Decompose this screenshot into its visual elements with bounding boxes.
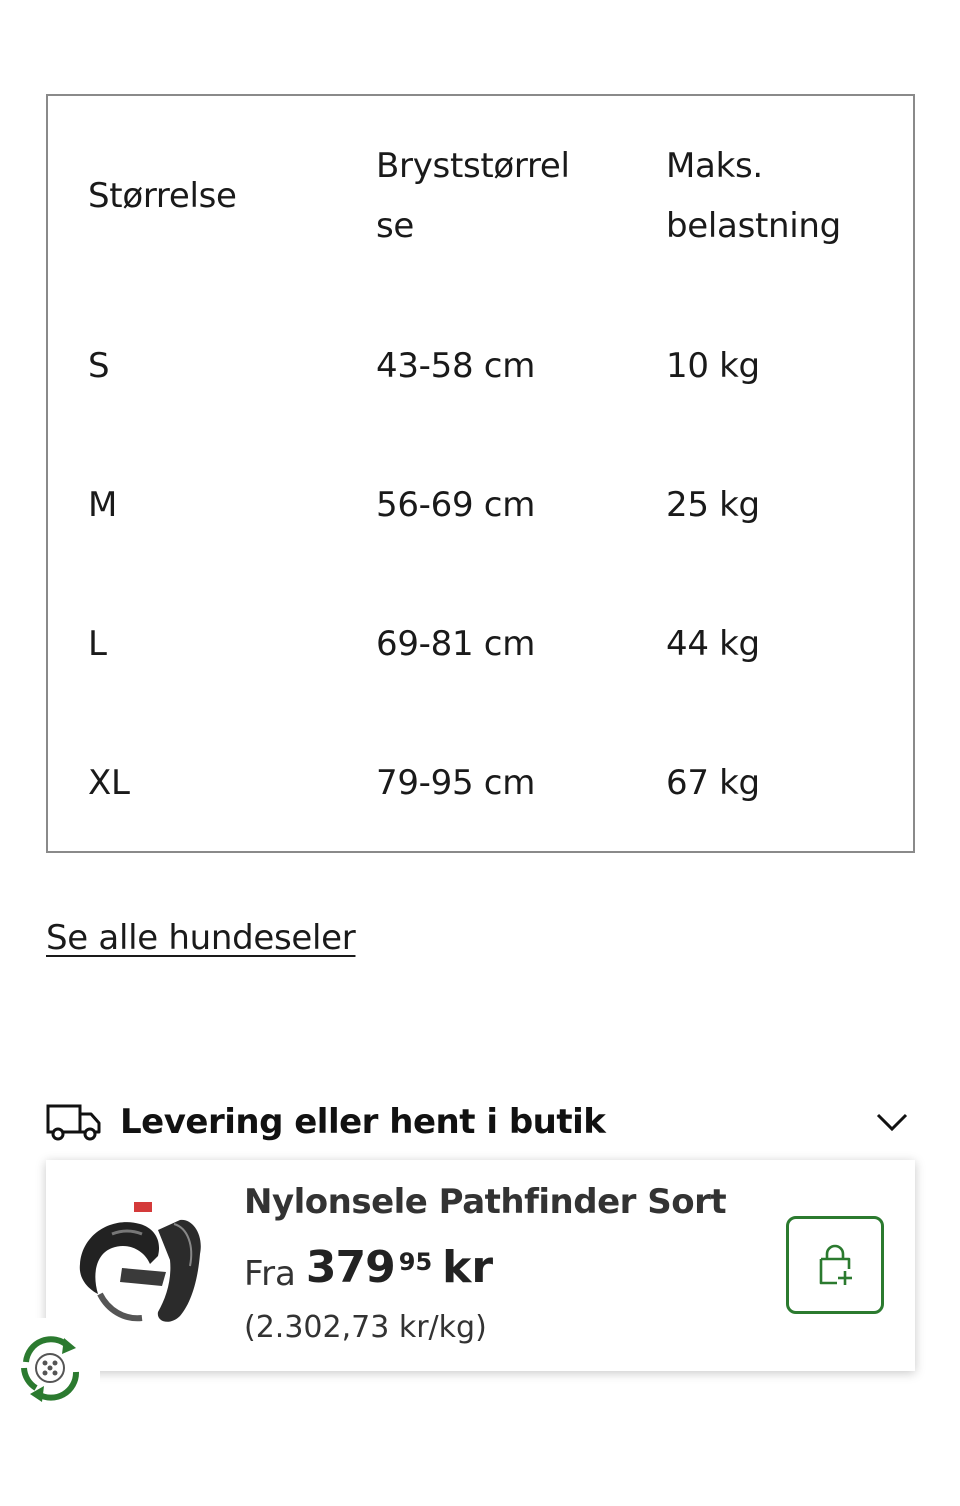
sustainability-badge[interactable]	[0, 1318, 100, 1418]
row-m-load: 25 kg	[666, 485, 760, 525]
row-l-chest: 69-81 cm	[376, 624, 536, 664]
price-currency: kr	[442, 1242, 494, 1293]
shopping-bag-plus-icon	[813, 1243, 857, 1287]
delivery-accordion[interactable]	[46, 1094, 915, 1150]
price-decimals: 95	[398, 1248, 433, 1276]
product-image	[62, 1194, 212, 1334]
truck-icon	[46, 1102, 102, 1142]
header-chest-size-line1: Bryststørrel	[376, 146, 570, 186]
unit-price: (2.302,73 kr/kg)	[244, 1310, 487, 1345]
product-price	[244, 1242, 493, 1294]
row-xl-chest: 79-95 cm	[376, 763, 536, 803]
header-max-load-line1: Maks.	[666, 146, 763, 186]
delivery-title: Levering eller hent i butik	[120, 1102, 606, 1142]
product-name: Nylonsele Pathfinder Sort	[244, 1182, 727, 1222]
row-s-chest: 43-58 cm	[376, 346, 536, 386]
price-integer: 379	[305, 1242, 395, 1293]
sticky-product-card	[46, 1160, 915, 1371]
row-m-chest: 56-69 cm	[376, 485, 536, 525]
size-table	[46, 94, 915, 853]
row-xl-size: XL	[88, 763, 130, 803]
recycle-icon	[14, 1332, 86, 1404]
row-xl-load: 67 kg	[666, 763, 760, 803]
row-s-load: 10 kg	[666, 346, 760, 386]
row-s-size: S	[88, 346, 110, 386]
row-m-size: M	[88, 485, 118, 525]
see-all-harnesses-link[interactable]: Se alle hundeseler	[46, 918, 356, 958]
chevron-down-icon	[875, 1106, 909, 1136]
row-l-size: L	[88, 624, 107, 664]
add-to-cart-button[interactable]	[786, 1216, 884, 1314]
price-prefix: Fra	[244, 1254, 296, 1294]
row-l-load: 44 kg	[666, 624, 760, 664]
header-size: Størrelse	[88, 176, 237, 216]
header-max-load-line2: belastning	[666, 206, 841, 246]
header-chest-size-line2: se	[376, 206, 415, 246]
